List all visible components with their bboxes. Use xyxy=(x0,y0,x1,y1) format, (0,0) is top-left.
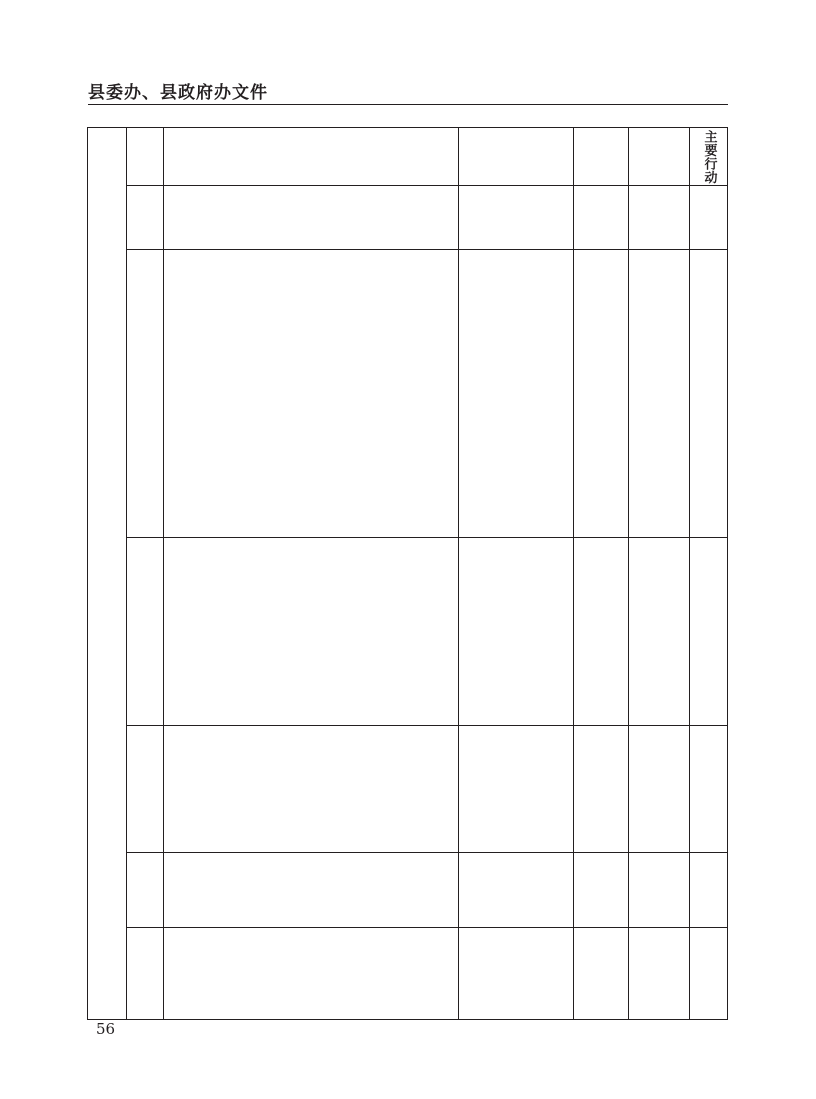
header-rule xyxy=(88,104,728,105)
page-number: 56 xyxy=(96,1020,116,1038)
col-line xyxy=(163,128,164,1019)
row-line xyxy=(126,249,727,250)
document-header-title: 县委办、县政府办文件 xyxy=(88,83,268,103)
row-line xyxy=(126,927,727,928)
col-line xyxy=(573,128,574,1019)
row-line xyxy=(126,537,727,538)
col-line xyxy=(458,128,459,1019)
col-line xyxy=(126,128,127,1019)
work-task-table xyxy=(87,127,728,1020)
row-line xyxy=(126,852,727,853)
row-line xyxy=(126,725,727,726)
row-line xyxy=(126,185,727,186)
header-cell: 主要行动 xyxy=(701,129,717,184)
col-line xyxy=(689,128,690,1019)
col-line xyxy=(628,128,629,1019)
